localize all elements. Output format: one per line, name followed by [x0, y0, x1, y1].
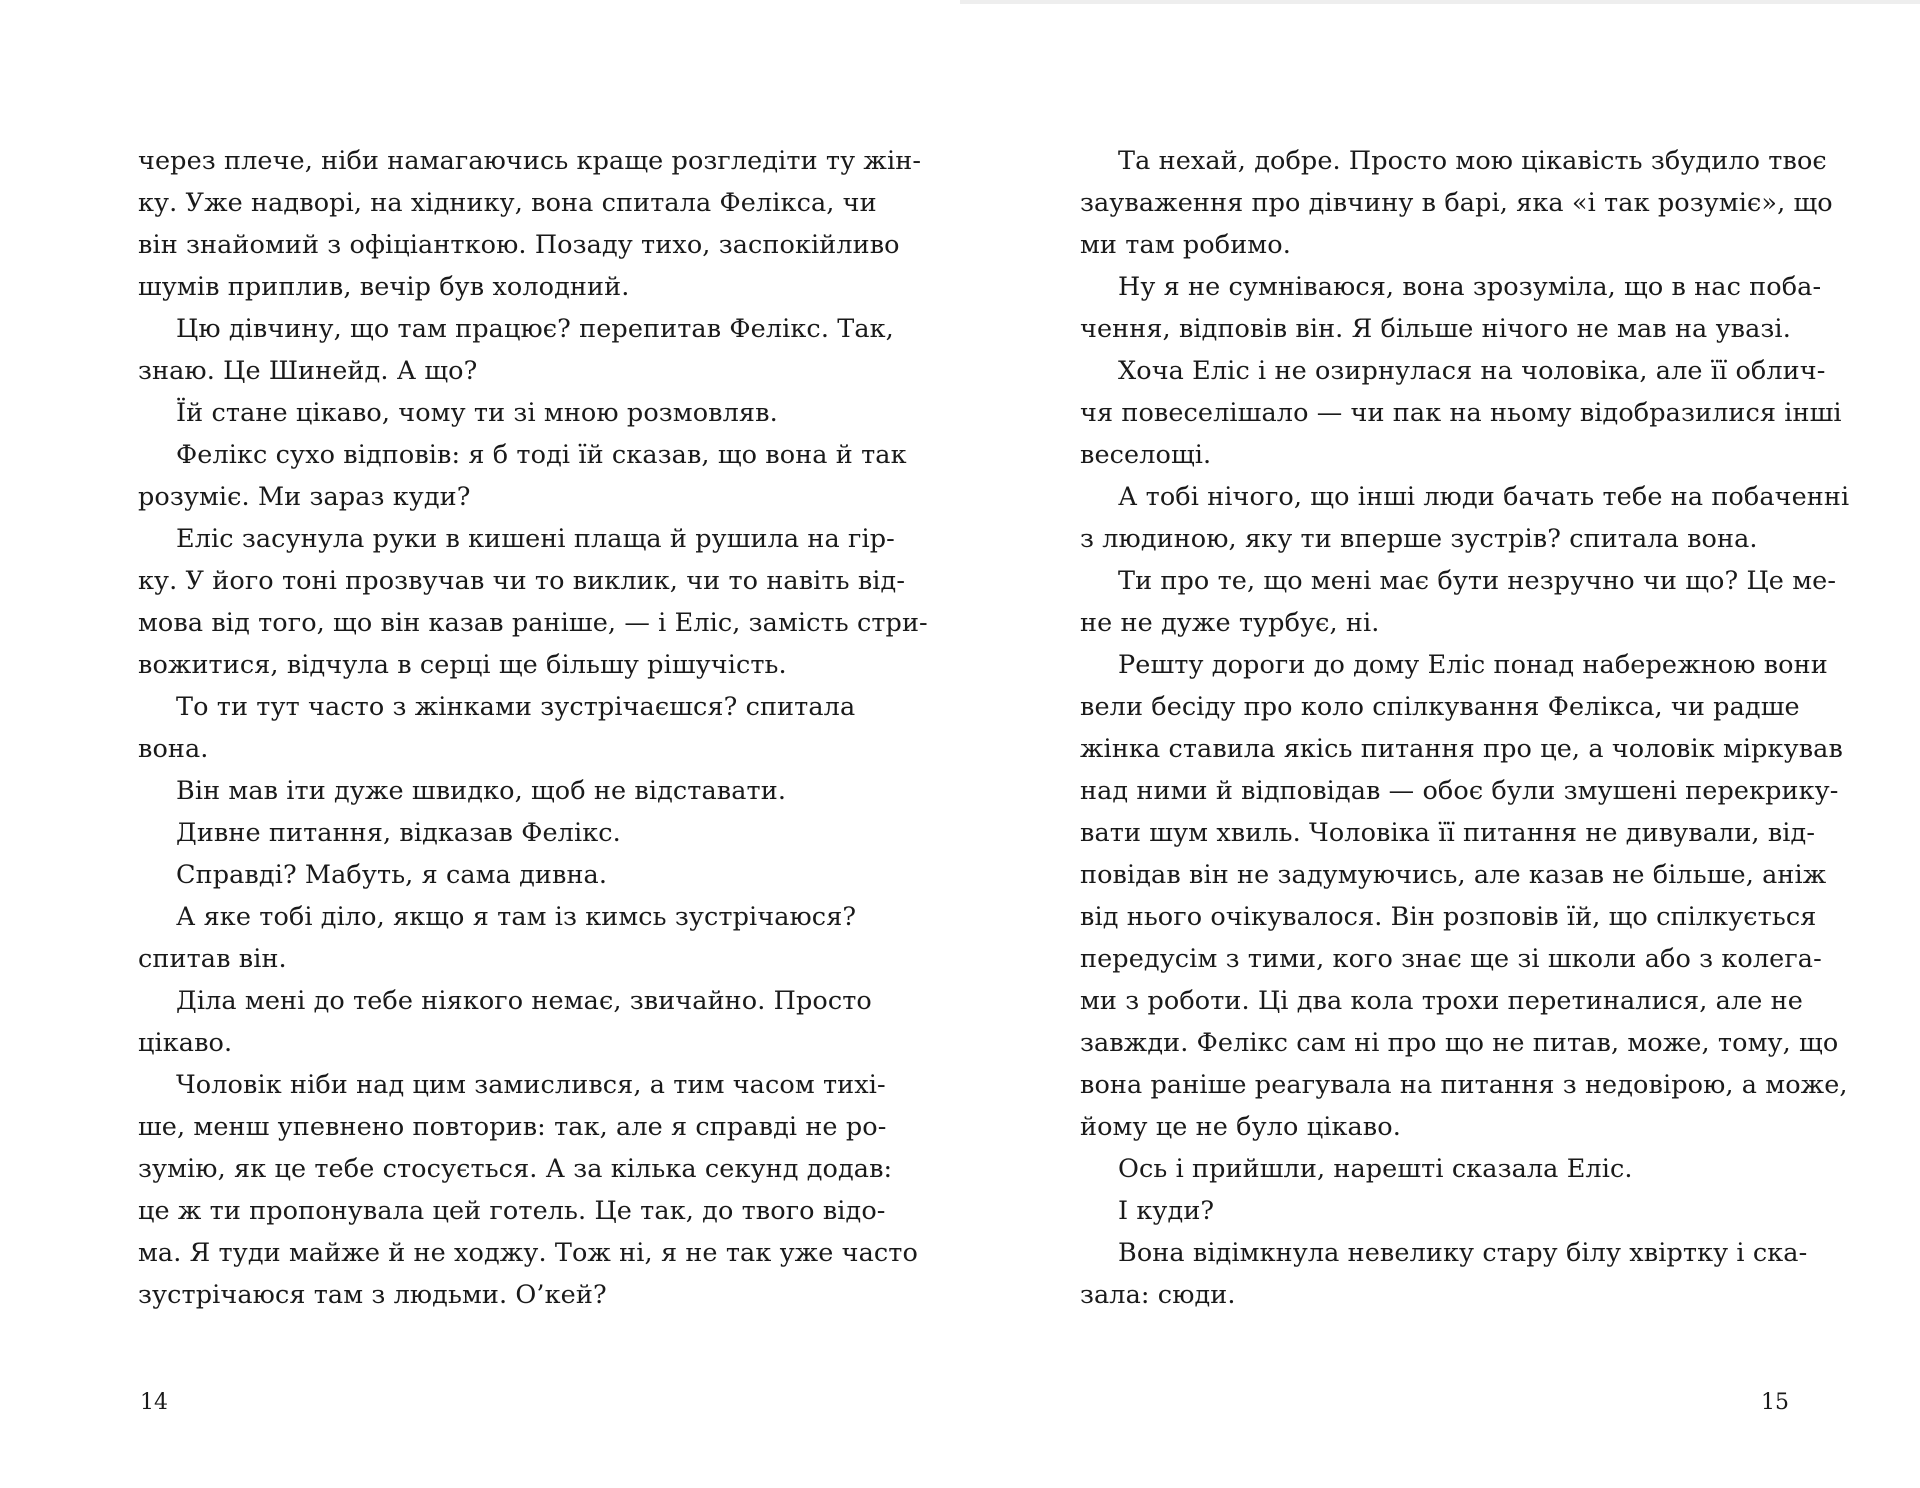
- text-line: з людиною, яку ти вперше зустрів? спитала вона.: [1080, 524, 1758, 554]
- text-line: А тобі нічого, що інші люди бачать тебе на побаченні: [1118, 482, 1850, 512]
- text-line: Він мав іти дуже швидко, щоб не відставати.: [176, 776, 787, 806]
- text-line: через плече, ніби намагаючись краще розгледіти ту жін-: [138, 146, 922, 176]
- text-line: ми з роботи. Ці два кола трохи перетиналися, але не: [1080, 986, 1803, 1016]
- text-line: А яке тобі діло, якщо я там із кимсь зустрічаюся?: [176, 902, 857, 932]
- text-line: вожитися, відчула в серці ще більшу рішучість.: [138, 650, 787, 680]
- text-line: ма. Я туди майже й не ходжу. Тож ні, я не так уже часто: [138, 1238, 918, 1268]
- text-line: вона.: [138, 734, 209, 764]
- text-line: мова від того, що він казав раніше, — і Еліс, замість стри-: [138, 608, 928, 638]
- text-line: ку. Уже надворі, на хіднику, вона спитала Фелікса, чи: [138, 188, 877, 218]
- page-number-right: 15: [1761, 1390, 1789, 1415]
- text-line: розуміє. Ми зараз куди?: [138, 482, 471, 512]
- text-line: зауваження про дівчину в барі, яка «і так розуміє», що: [1080, 188, 1833, 218]
- text-line: І куди?: [1118, 1196, 1215, 1226]
- text-line: шумів приплив, вечір був холодний.: [138, 272, 630, 302]
- text-line: Решту дороги до дому Еліс понад набережною вони: [1118, 650, 1828, 680]
- text-line: Ти про те, що мені має бути незручно чи що? Це ме-: [1118, 566, 1837, 596]
- text-line: ше, менш упевнено повторив: так, але я справді не ро-: [138, 1112, 887, 1142]
- text-line: Хоча Еліс і не озирнулася на чоловіка, але її облич-: [1118, 356, 1826, 386]
- right-page: [960, 0, 1920, 1488]
- page-number-left: 14: [140, 1390, 168, 1415]
- text-line: вона раніше реагувала на питання з недовірою, а може,: [1080, 1070, 1848, 1100]
- text-line: То ти тут часто з жінками зустрічаєшся? спитала: [176, 692, 856, 722]
- text-line: Ну я не сумніваюся, вона зрозуміла, що в нас поба-: [1118, 272, 1822, 302]
- text-line: повідав він не задумуючись, але казав не більше, аніж: [1080, 860, 1827, 890]
- right-page-text: [1080, 140, 1850, 1316]
- text-line: він знайомий з офіціанткою. Позаду тихо, заспокійливо: [138, 230, 900, 260]
- text-line: Їй стане цікаво, чому ти зі мною розмовляв.: [176, 398, 778, 428]
- text-line: Діла мені до тебе ніякого немає, звичайно. Просто: [176, 986, 872, 1016]
- text-line: чя повеселішало — чи пак на ньому відобразилися інші: [1080, 398, 1842, 428]
- text-line: спитав він.: [138, 944, 287, 974]
- text-line: знаю. Це Шинейд. А що?: [138, 356, 478, 386]
- left-page-text: [138, 140, 928, 1316]
- text-line: ми там робимо.: [1080, 230, 1291, 260]
- text-line: Цю дівчину, що там працює? перепитав Фелікс. Так,: [176, 314, 894, 344]
- text-line: зустрічаюся там з людьми. О’кей?: [138, 1280, 607, 1310]
- text-line: Чоловік ніби над цим замислився, а тим часом тихі-: [176, 1070, 886, 1100]
- text-line: йому це не було цікаво.: [1080, 1112, 1401, 1142]
- text-line: не не дуже турбує, ні.: [1080, 608, 1380, 638]
- text-line: над ними й відповідав — обоє були змушені перекрику-: [1080, 776, 1839, 806]
- text-line: Справді? Мабуть, я сама дивна.: [176, 860, 608, 890]
- text-line: зумію, як це тебе стосується. А за кілька секунд додав:: [138, 1154, 893, 1184]
- text-line: завжди. Фелікс сам ні про що не питав, може, тому, що: [1080, 1028, 1839, 1058]
- text-line: Та нехай, добре. Просто мою цікавість збудило твоє: [1118, 146, 1827, 176]
- text-line: Еліс засунула руки в кишені плаща й рушила на гір-: [176, 524, 895, 554]
- text-line: вели бесіду про коло спілкування Фелікса, чи радше: [1080, 692, 1800, 722]
- text-line: жінка ставила якісь питання про це, а чоловік міркував: [1080, 734, 1843, 764]
- text-line: це ж ти пропонувала цей готель. Це так, до твого відо-: [138, 1196, 886, 1226]
- text-line: цікаво.: [138, 1028, 233, 1058]
- text-line: зала: сюди.: [1080, 1280, 1236, 1310]
- text-line: Фелікс сухо відповів: я б тоді їй сказав, що вона й так: [176, 440, 907, 470]
- text-line: Ось і прийшли, нарешті сказала Еліс.: [1118, 1154, 1633, 1184]
- text-line: вати шум хвиль. Чоловіка її питання не дивували, від-: [1080, 818, 1816, 848]
- text-line: Дивне питання, відказав Фелікс.: [176, 818, 621, 848]
- text-line: ку. У його тоні прозвучав чи то виклик, чи то навіть від-: [138, 566, 906, 596]
- text-line: веселощі.: [1080, 440, 1212, 470]
- text-line: Вона відімкнула невелику стару білу хвіртку і ска-: [1118, 1238, 1808, 1268]
- text-line: від нього очікувалося. Він розповів їй, що спілкується: [1080, 902, 1817, 932]
- text-line: чення, відповів він. Я більше нічого не мав на увазі.: [1080, 314, 1791, 344]
- text-line: передусім з тими, кого знає ще зі школи або з колега-: [1080, 944, 1822, 974]
